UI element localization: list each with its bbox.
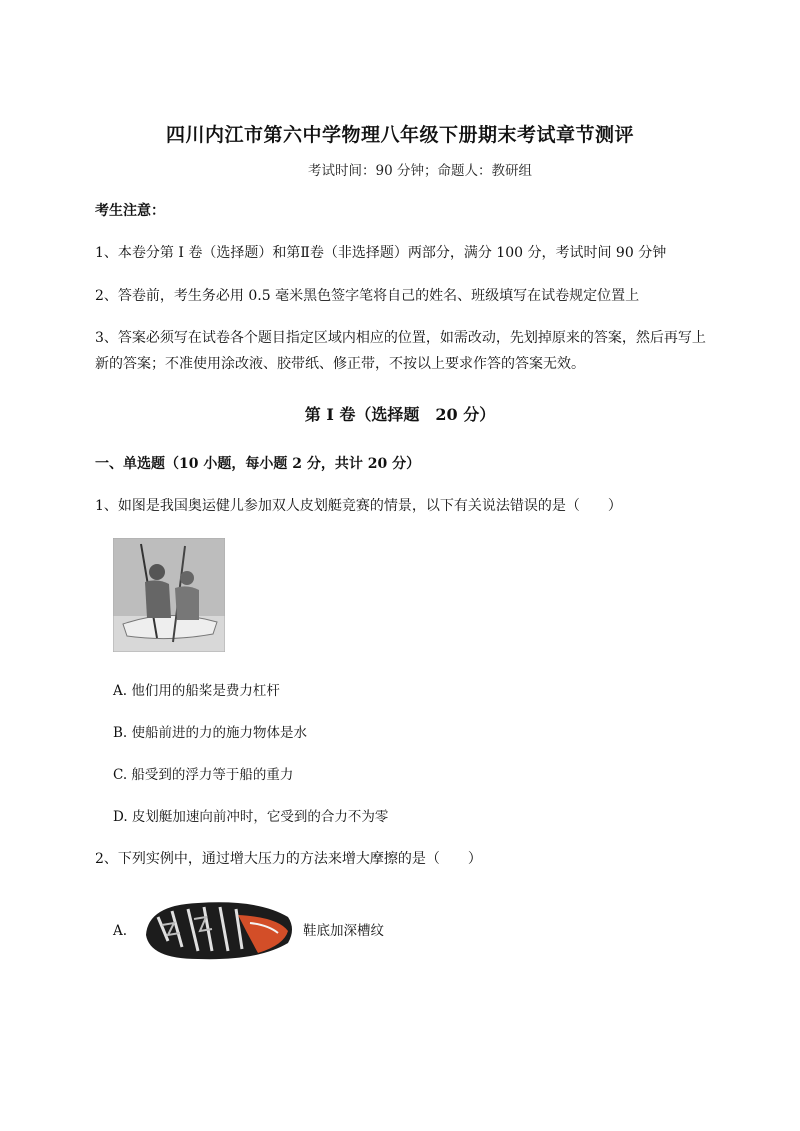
notice-item-2: 2、答卷前，考生务必用 0.5 毫米黑色签字笔将自己的姓名、班级填写在试卷规定位置上 — [95, 288, 640, 304]
question-2-stem: 2、下列实例中，通过增大压力的方法来增大摩擦的是（ ） — [95, 851, 482, 867]
notice-item-1: 1、本卷分第 I 卷（选择题）和第Ⅱ卷（非选择题）两部分，满分 100 分，考试时间 90 分钟 — [95, 245, 667, 261]
question-1-option-a: A. 他们用的船桨是费力杠杆 — [113, 683, 280, 699]
question-1-option-c: C. 船受到的浮力等于船的重力 — [113, 767, 294, 783]
question-1-option-d: D. 皮划艇加速向前冲时，它受到的合力不为零 — [113, 809, 389, 825]
part-heading: 一、单选题（10 小题，每小题 2 分，共计 20 分） — [95, 456, 421, 472]
shoe-sole-image — [138, 895, 298, 965]
exam-subtitle: 考试时间：90 分钟；命题人：教研组 — [308, 163, 532, 179]
notice-heading: 考生注意： — [95, 203, 165, 219]
question-2-option-a-letter: A. — [113, 923, 128, 939]
section-title: 第 I 卷（选择题 20 分） — [304, 405, 496, 424]
question-1-stem: 1、如图是我国奥运健儿参加双人皮划艇竞赛的情景，以下有关说法错误的是（ ） — [95, 498, 622, 514]
kayak-photo — [113, 538, 225, 652]
page-title: 四川内江市第六中学物理八年级下册期末考试章节测评 — [165, 124, 634, 146]
question-2-option-a-text: 鞋底加深槽纹 — [303, 923, 384, 939]
question-1-option-b: B. 使船前进的力的施力物体是水 — [113, 725, 308, 741]
notice-item-3: 3、答案必须写在试卷各个题目指定区域内相应的位置，如需改动，先划掉原来的答案，然后再写上新的答案；不准使用涂改液、胶带纸、修正带，不按以上要求作答的答案无效。 — [95, 330, 706, 372]
